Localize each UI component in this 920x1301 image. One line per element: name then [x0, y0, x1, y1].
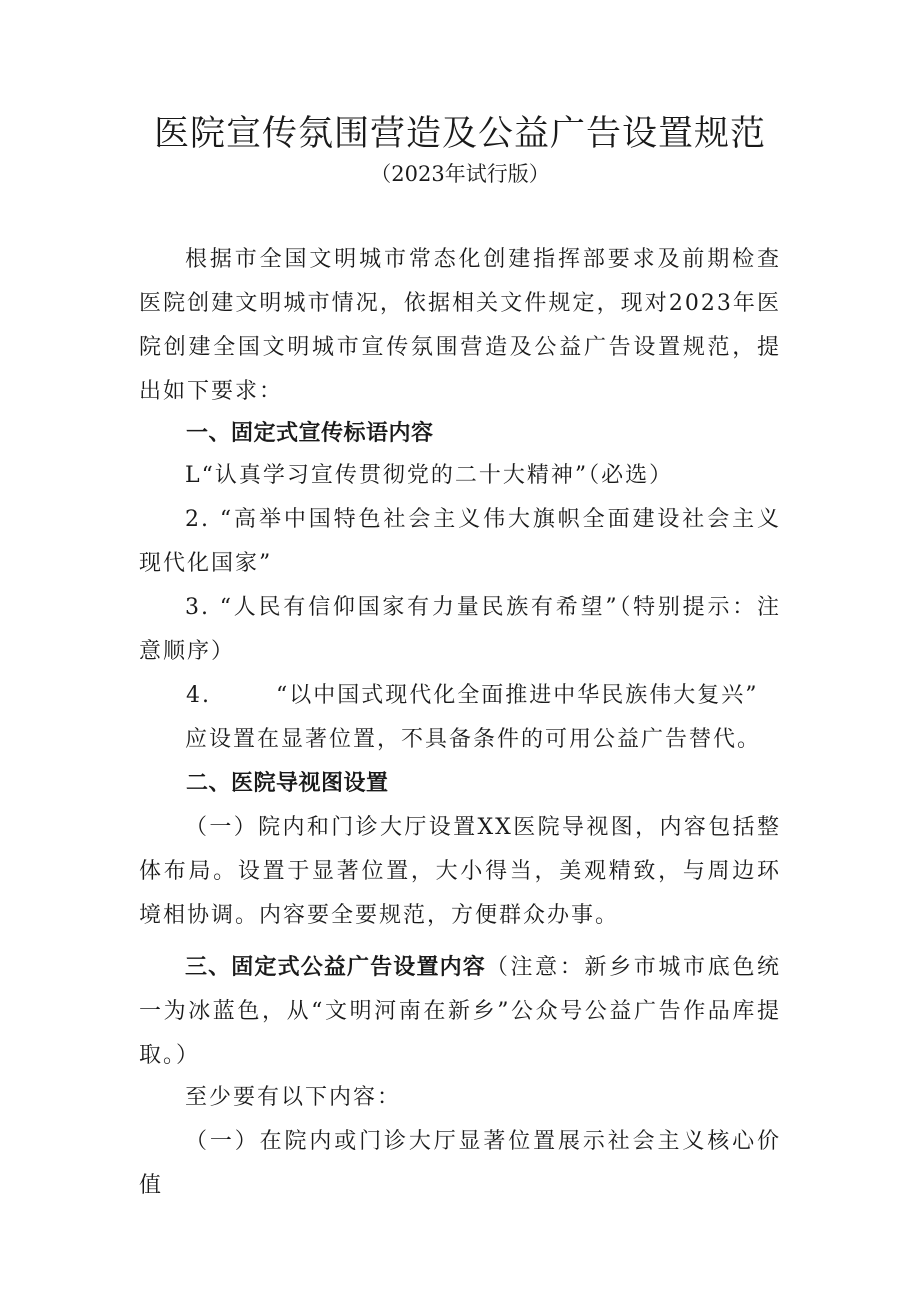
slogan-item-1: L“认真学习宣传贯彻党的二十大精神”（必选） — [185, 463, 674, 488]
section3-heading-note: （注意：新乡市城市底色统一为冰蓝色，从“文明河南在新乡”公众号公益广告作品库提取。） — [139, 955, 781, 1068]
document-subtitle: （2023年试行版） — [370, 162, 550, 186]
section3-item-1: （一）在院内或门诊大厅显著位置展示社会主义核心价值 — [139, 1129, 781, 1198]
section2-heading: 二、医院导视图设置 — [186, 771, 389, 796]
slogan-item-2: 2. “高举中国特色社会主义伟大旗帜全面建设社会主义现代化国家” — [139, 507, 781, 576]
section3-heading: 三、固定式公益广告设置内容 — [185, 955, 486, 980]
slogan-note: 应设置在显著位置，不具备条件的可用公益广告替代。 — [185, 727, 762, 752]
section1-heading: 一、固定式宣传标语内容 — [186, 421, 434, 446]
slogan-item-4-number: 4. — [186, 683, 211, 708]
slogan-item-4 — [186, 674, 786, 718]
slogan-item-3: 3. “人民有信仰国家有力量民族有希望”（特别提示：注意顺序） — [139, 595, 781, 664]
slogan-item-4-text: “以中国式现代化全面推进中华民族伟大复兴” — [276, 683, 759, 708]
intro-paragraph: 根据市全国文明城市常态化创建指挥部要求及前期检查医院创建文明城市情况，依据相关文件规定，现对2023年医院创建全国文明城市宣传氛围营造及公益广告设置规范，提出如下要求： — [139, 247, 781, 404]
document-title: 医院宣传氛围营造及公益广告设置规范 — [153, 114, 766, 154]
section3-heading-paragraph — [139, 946, 781, 1078]
section2-paragraph: （一）院内和门诊大厅设置XX医院导视图，内容包括整体布局。设置于显著位置，大小得当，美观精致，与周边环境相协调。内容要全要规范，方便群众办事。 — [139, 815, 781, 928]
section3-lead: 至少要有以下内容： — [185, 1085, 402, 1110]
